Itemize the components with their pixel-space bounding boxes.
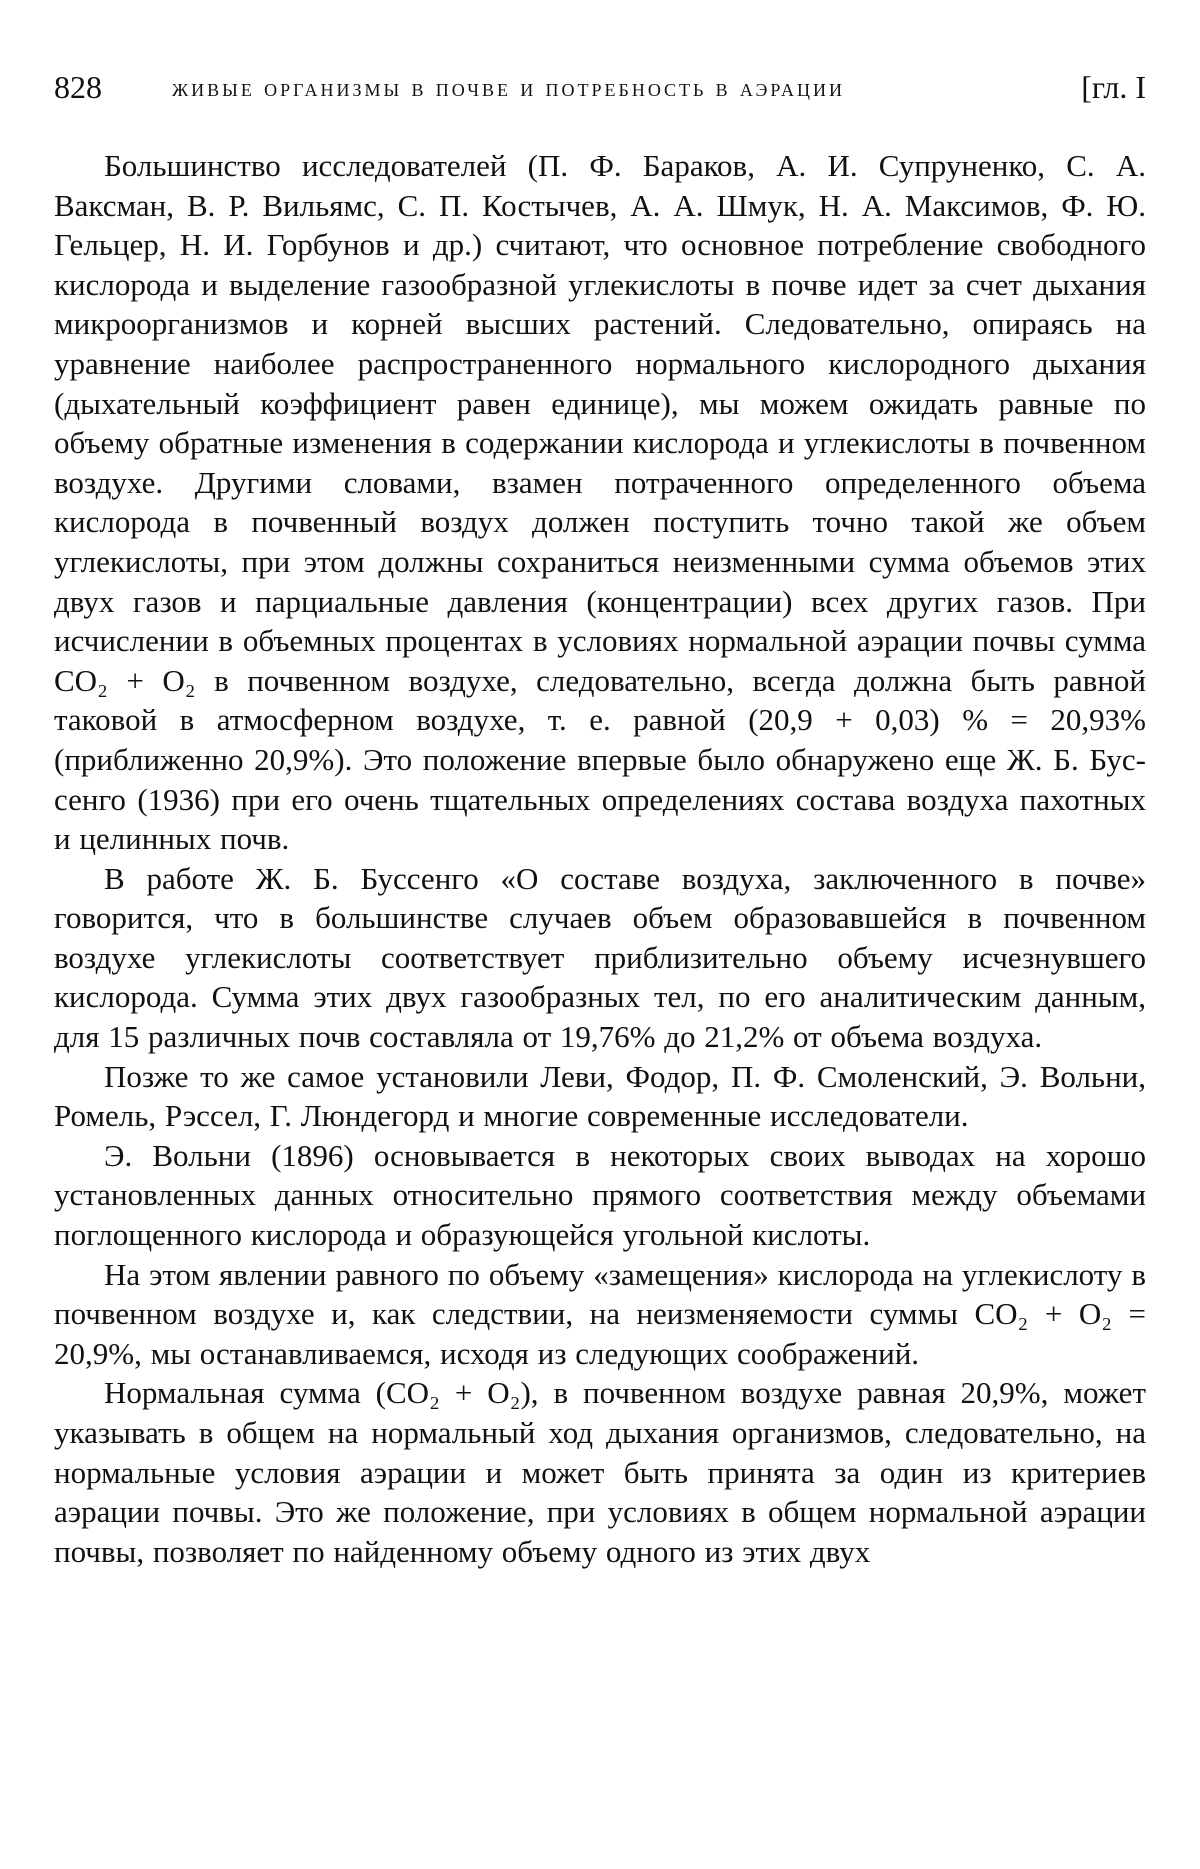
book-page	[54, 62, 1146, 1571]
body-text	[54, 146, 1146, 1571]
running-header	[54, 62, 1146, 112]
paragraph-normal-sum: Нормальная сумма (CO₂ + O₂), в почвенном воздухе равная 20,9%, может указывать в общем на нормальный ход дыхания организмов, следовательно, на нормальные условия аэрации и может быть принята за один из критериев аэрации почвы. Это же положение, при условиях в общем нормальной аэрации почвы, позволяет по найденному объему одного из этих двух	[54, 1375, 1146, 1569]
paragraph-researchers: Большинство исследователей (П. Ф. Бараков, А. И. Супруненко, С. А. Ваксман, В. Р. Вильямс, С. П. Костычев, А. А. Шмук, Н. А. Максимов, Ф. Ю. Гельцер, Н. И. Горбунов и др.) считают, что основное потребление свободного кислорода и выделение газообразной углекислоты в почве идет за счет дыхания микроорганизмов и корней высших растений. Следовательно, опираясь на уравнение наиболее распространенного нормального кислородного дыхания (дыхательный коэффициент равен единице), мы можем ожидать равные по объему обратные изменения в содержании кислорода и углекислоты в почвенном воздухе. Другими словами, взамен потраченного определенного объема кислорода в почвенный воздух должен поступить точно такой же объем углекислоты, при этом должны сохраниться неизменными сумма объемов этих двух газов и парциальные давления (концентрации) всех других газов. При исчислении в объемных процентах в условиях нормальной аэрации почвы сумма CO₂ + O₂ в почвенном воздухе, следовательно, всегда должна быть равной таковой в атмосферном воздухе, т. е. равной (20,9 + 0,03) % = 20,93% (приближенно 20,9%). Это положение впервые было обнаружено еще Ж. Б. Буссенго (1936) при его очень тщательных определениях состава воздуха пахотных и целинных почв.	[54, 148, 1146, 857]
paragraph-wollny: Э. Вольни (1896) основывается в некоторых своих выводах на хорошо установленных данных относительно прямого соответствия между объемами поглощенного кислорода и образующейся угольной кислоты.	[54, 1137, 1146, 1253]
running-title: живые организмы в почве и потребность в аэрации	[172, 75, 846, 102]
page-number: 828	[54, 69, 102, 105]
paragraph-boussingault: В работе Ж. Б. Буссенго «О составе воздуха, заключенного в почве» говорится, что в большинстве случаев объем образовавшейся в почвенном воздухе углекислоты соответствует приблизительно объему исчезнувшего кислорода. Сумма этих двух газообразных тел, по его аналитическим данным, для 15 различных почв составляла от 19,76% до 21,2% от объема воздуха.	[54, 860, 1146, 1055]
chapter-marker: [гл. I	[1081, 69, 1146, 105]
paragraph-later-confirmed: Позже то же самое установили Леви, Фодор, П. Ф. Смоленский, Э. Вольни, Ромель, Рэссел, Г. Люндегорд и многие современные исследователи.	[54, 1058, 1146, 1134]
paragraph-replacement: На этом явлении равного по объему «замещения» кислорода на углекислоту в почвенном воздухе и, как следствии, на неизменяемости суммы CO₂ + O₂ = 20,9%, мы останавливаемся, исходя из следующих соображений.	[54, 1256, 1146, 1371]
